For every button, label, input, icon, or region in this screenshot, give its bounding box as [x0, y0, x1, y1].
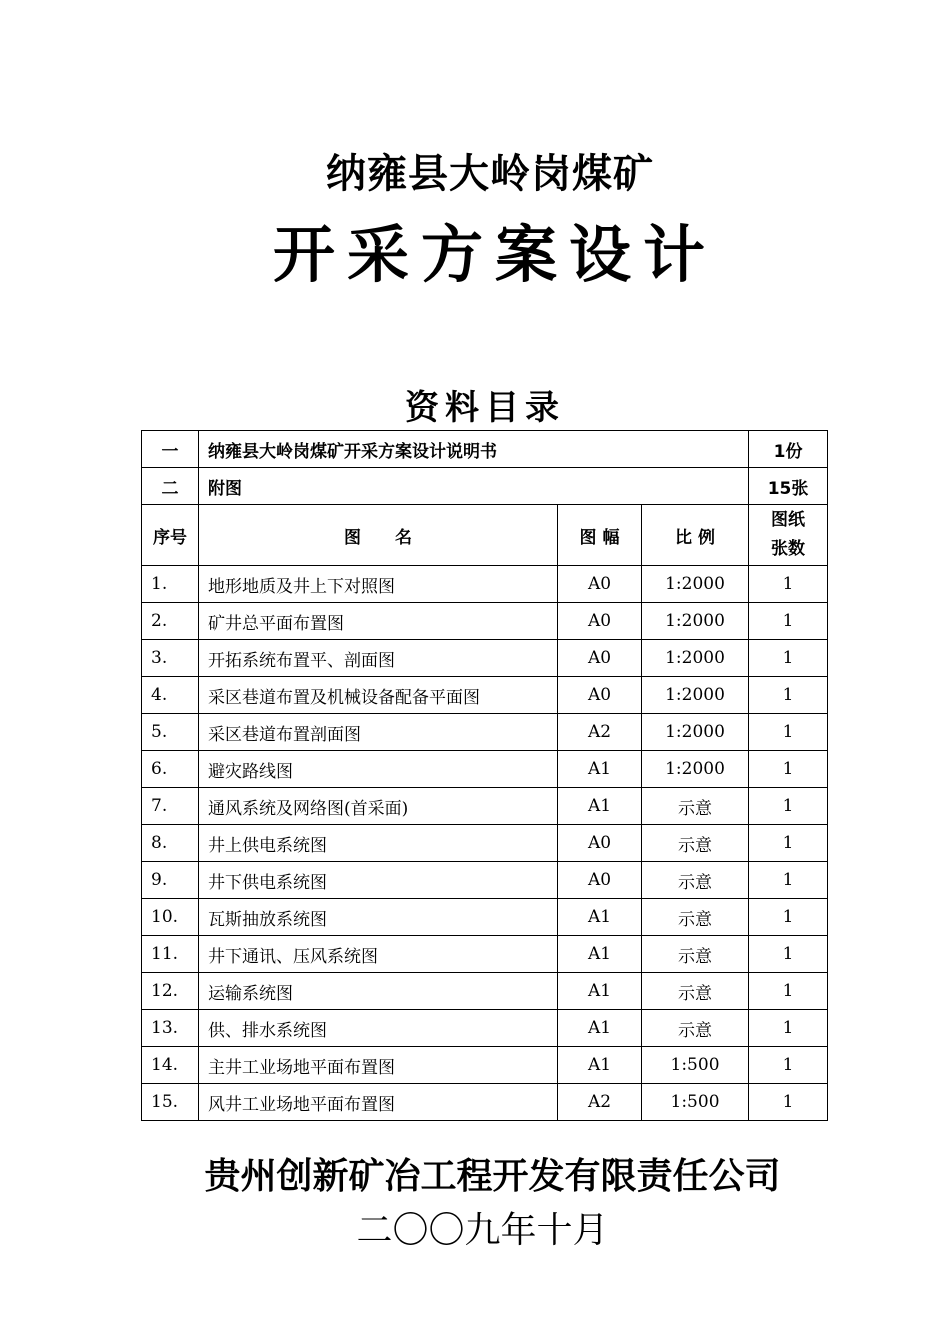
drawing-size: A0 — [558, 603, 642, 640]
drawing-size: A0 — [558, 825, 642, 862]
row-mark: 一 — [142, 431, 199, 468]
drawing-seq: 3. — [142, 640, 199, 677]
drawing-seq: 12. — [142, 973, 199, 1010]
drawing-list — [142, 566, 828, 1121]
drawing-sheets: 1 — [749, 1047, 828, 1084]
drawing-scale: 示意 — [642, 825, 749, 862]
table-row — [142, 566, 828, 603]
table-row — [142, 640, 828, 677]
column-header-sheets-line2: 张数 — [771, 539, 806, 559]
drawing-sheets: 1 — [749, 862, 828, 899]
table-row — [142, 1010, 828, 1047]
drawing-seq: 8. — [142, 825, 199, 862]
issue-date: 二〇〇九年十月 — [356, 1210, 609, 1251]
column-header-sheets-line1: 图纸 — [771, 510, 806, 530]
drawing-name: 主井工业场地平面布置图 — [199, 1047, 558, 1084]
drawing-seq: 9. — [142, 862, 199, 899]
drawing-seq: 4. — [142, 677, 199, 714]
table-row — [142, 751, 828, 788]
drawing-size: A1 — [558, 751, 642, 788]
catalog-row-drawings — [142, 468, 828, 505]
drawing-size: A1 — [558, 1010, 642, 1047]
drawing-seq: 2. — [142, 603, 199, 640]
drawing-scale: 1:2000 — [642, 751, 749, 788]
drawing-seq: 11. — [142, 936, 199, 973]
drawing-seq: 7. — [142, 788, 199, 825]
drawing-size: A0 — [558, 862, 642, 899]
table-row — [142, 973, 828, 1010]
drawing-size: A2 — [558, 714, 642, 751]
table-row — [142, 714, 828, 751]
table-row — [142, 899, 828, 936]
drawing-name: 开拓系统布置平、剖面图 — [199, 640, 558, 677]
drawing-scale: 1:2000 — [642, 603, 749, 640]
row-name: 纳雍县大岭岗煤矿开采方案设计说明书 — [199, 431, 749, 468]
drawing-size: A0 — [558, 566, 642, 603]
table-row — [142, 603, 828, 640]
drawing-sheets: 1 — [749, 640, 828, 677]
drawing-name: 避灾路线图 — [199, 751, 558, 788]
table-header-row — [142, 505, 828, 566]
drawing-size: A0 — [558, 640, 642, 677]
drawing-seq: 1. — [142, 566, 199, 603]
drawing-sheets: 1 — [749, 1010, 828, 1047]
drawing-seq: 13. — [142, 1010, 199, 1047]
drawing-sheets: 1 — [749, 603, 828, 640]
company-name: 贵州创新矿冶工程开发有限责任公司 — [204, 1156, 781, 1197]
drawing-sheets: 1 — [749, 714, 828, 751]
table-row — [142, 936, 828, 973]
column-header-sheets — [749, 505, 828, 566]
drawing-seq: 10. — [142, 899, 199, 936]
drawing-scale: 示意 — [642, 788, 749, 825]
drawing-seq: 5. — [142, 714, 199, 751]
drawing-size: A1 — [558, 788, 642, 825]
drawing-name: 井下供电系统图 — [199, 862, 558, 899]
table-row — [142, 1084, 828, 1121]
drawing-seq: 14. — [142, 1047, 199, 1084]
table-row — [142, 825, 828, 862]
row-name: 附图 — [199, 468, 749, 505]
catalog-table — [141, 430, 828, 1121]
drawing-name: 采区巷道布置剖面图 — [199, 714, 558, 751]
drawing-name: 运输系统图 — [199, 973, 558, 1010]
table-row — [142, 862, 828, 899]
drawing-name: 供、排水系统图 — [199, 1010, 558, 1047]
drawing-scale: 1:2000 — [642, 640, 749, 677]
table-row — [142, 788, 828, 825]
drawing-scale: 示意 — [642, 1010, 749, 1047]
drawing-scale: 示意 — [642, 862, 749, 899]
drawing-scale: 示意 — [642, 936, 749, 973]
row-quantity: 15张 — [749, 468, 828, 505]
drawing-size: A2 — [558, 1084, 642, 1121]
drawing-name: 井下通讯、压风系统图 — [199, 936, 558, 973]
drawing-scale: 1:2000 — [642, 714, 749, 751]
document-title: 开采方案设计 — [272, 218, 717, 291]
drawing-name: 地形地质及井上下对照图 — [199, 566, 558, 603]
column-header-seq: 序号 — [142, 505, 199, 566]
row-mark: 二 — [142, 468, 199, 505]
drawing-sheets: 1 — [749, 751, 828, 788]
drawing-sheets: 1 — [749, 899, 828, 936]
table-row — [142, 1047, 828, 1084]
catalog-row-manual — [142, 431, 828, 468]
drawing-scale: 1:2000 — [642, 566, 749, 603]
table-row — [142, 677, 828, 714]
drawing-name: 井上供电系统图 — [199, 825, 558, 862]
drawing-size: A0 — [558, 677, 642, 714]
column-header-size: 图 幅 — [558, 505, 642, 566]
drawing-size: A1 — [558, 899, 642, 936]
drawing-sheets: 1 — [749, 788, 828, 825]
column-header-name: 图 名 — [199, 505, 558, 566]
drawing-name: 通风系统及网络图(首采面) — [199, 788, 558, 825]
drawing-sheets: 1 — [749, 1084, 828, 1121]
drawing-seq: 15. — [142, 1084, 199, 1121]
row-quantity: 1份 — [749, 431, 828, 468]
drawing-name: 矿井总平面布置图 — [199, 603, 558, 640]
drawing-sheets: 1 — [749, 677, 828, 714]
drawing-sheets: 1 — [749, 936, 828, 973]
drawing-name: 瓦斯抽放系统图 — [199, 899, 558, 936]
drawing-seq: 6. — [142, 751, 199, 788]
drawing-size: A1 — [558, 1047, 642, 1084]
drawing-name: 风井工业场地平面布置图 — [199, 1084, 558, 1121]
drawing-scale: 1:2000 — [642, 677, 749, 714]
drawing-name: 采区巷道布置及机械设备配备平面图 — [199, 677, 558, 714]
column-header-scale: 比 例 — [642, 505, 749, 566]
drawing-scale: 示意 — [642, 973, 749, 1010]
drawing-size: A1 — [558, 936, 642, 973]
project-name: 纳雍县大岭岗煤矿 — [326, 151, 654, 197]
catalog-title: 资料目录 — [405, 388, 565, 428]
drawing-scale: 1:500 — [642, 1047, 749, 1084]
drawing-scale: 示意 — [642, 899, 749, 936]
drawing-sheets: 1 — [749, 825, 828, 862]
drawing-sheets: 1 — [749, 973, 828, 1010]
drawing-size: A1 — [558, 973, 642, 1010]
drawing-sheets: 1 — [749, 566, 828, 603]
drawing-scale: 1:500 — [642, 1084, 749, 1121]
